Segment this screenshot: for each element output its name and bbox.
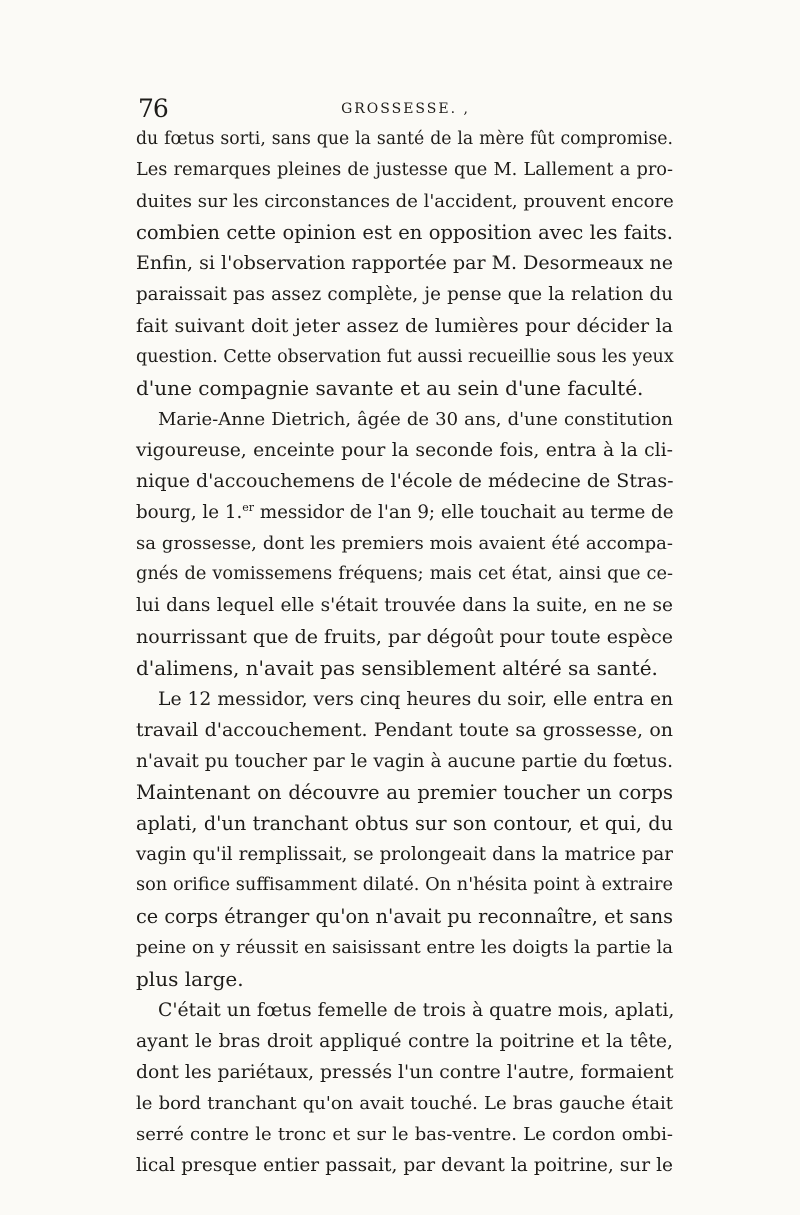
text-fragment: messidor de l'an 9; elle touchait au terme de xyxy=(254,502,674,524)
text-line: n'avait pu toucher par le vagin à aucune partie du fœtus. xyxy=(136,750,673,772)
text-line: Maintenant on découvre au premier toucher un corps xyxy=(136,780,673,804)
text-line: peine on y réussit en saisissant entre les doigts la partie la xyxy=(136,937,673,959)
text-line: paraissait pas assez complète, je pense que la relation du xyxy=(136,284,673,306)
text-line: d'alimens, n'avait pas sensiblement altéré sa santé. xyxy=(136,655,658,680)
text-line: plus large. xyxy=(136,966,244,991)
text-line: ayant le bras droit appliqué contre la poitrine et la tête, xyxy=(136,1030,673,1052)
text-line: ce corps étranger qu'on n'avait pu reconnaître, et sans xyxy=(136,905,673,929)
text-line: son orifice suffisamment dilaté. On n'hésita point à extraire xyxy=(136,875,673,896)
text-line: lical presque entier passait, par devant la poitrine, sur le xyxy=(136,1155,673,1177)
text-line: Le 12 messidor, vers cinq heures du soir, elle entra en xyxy=(158,688,674,710)
superscript: er xyxy=(242,501,255,515)
running-head: GROSSESSE. , xyxy=(341,101,470,117)
text-line: le bord tranchant qu'on avait touché. Le bras gauche était xyxy=(136,1092,673,1114)
text-line: Enfin, si l'observation rapportée par M. Desormeaux ne xyxy=(136,252,673,275)
text-line: duites sur les circonstances de l'accident, prouvent encore xyxy=(136,191,674,213)
text-line: nourrissant que de fruits, par dégoût pour toute espèce xyxy=(136,625,673,648)
text-line: Marie-Anne Dietrich, âgée de 30 ans, d'une constitution xyxy=(158,408,673,430)
text-line xyxy=(136,497,673,528)
text-line: gnés de vomissemens fréquens; mais cet état, ainsi que ce- xyxy=(136,564,673,585)
text-line: serré contre le tronc et sur le bas-ventre. Le cordon ombi- xyxy=(136,1124,673,1145)
text-line: du fœtus sorti, sans que la santé de la mère fût compromise. xyxy=(136,129,673,149)
text-line: lui dans lequel elle s'était trouvée dans la suite, en ne se xyxy=(136,595,673,617)
text-line: nique d'accouchemens de l'école de médecine de Stras- xyxy=(136,470,674,493)
text-line: combien cette opinion est en opposition avec les faits. xyxy=(136,221,673,245)
text-line: dont les pariétaux, pressés l'un contre l'autre, formaient xyxy=(136,1061,674,1083)
text-line: vigoureuse, enceinte pour la seconde fois, entra à la cli- xyxy=(136,439,673,461)
page-header xyxy=(138,94,673,124)
text-line: Les remarques pleines de justesse que M. Lallement a pro- xyxy=(136,160,673,181)
text-line: fait suivant doit jeter assez de lumières pour décider la xyxy=(136,314,673,337)
page-number: 76 xyxy=(138,94,168,123)
text-line: question. Cette observation fut aussi recueillie sous les yeux xyxy=(136,346,674,367)
text-line: d'une compagnie savante et au sein d'une faculté. xyxy=(136,375,644,400)
text-line: sa grossesse, dont les premiers mois avaient été accompa- xyxy=(136,533,673,555)
text-line: aplati, d'un tranchant obtus sur son contour, et qui, du xyxy=(136,812,673,836)
body-text xyxy=(136,124,673,1181)
text-line: vagin qu'il remplissait, se prolongeait dans la matrice par xyxy=(136,844,673,866)
text-line: travail d'accouchement. Pendant toute sa grossesse, on xyxy=(136,718,673,741)
text-line: C'était un fœtus femelle de trois à quatre mois, aplati, xyxy=(158,999,675,1021)
text-fragment: bourg, le 1. xyxy=(136,502,243,524)
